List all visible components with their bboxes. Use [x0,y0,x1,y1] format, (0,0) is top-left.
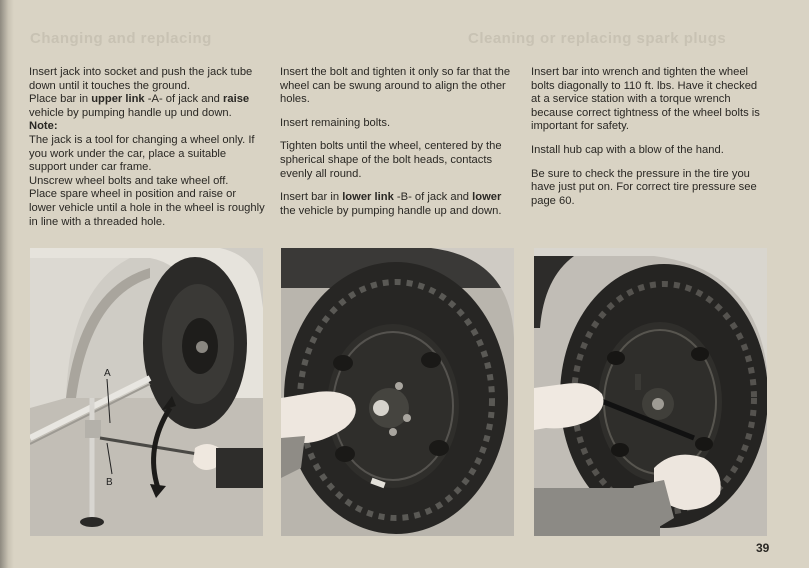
photo-tightening-with-wrench [534,248,767,536]
label-a: A [104,368,111,379]
step-hub-cap: Install hub cap with a blow of the hand. [531,143,724,156]
instruction-column-1 [29,66,265,229]
step-place-spare: Place spare wheel in position and raise or lower vehicle until a hole in the wheel is roughly in line with a threaded hole. [29,188,265,228]
ghost-header-left: Changing and replacing [30,30,212,47]
instruction-column-3 [531,66,767,208]
step-insert-jack: Insert jack into socket and push the jack tube down until it touches the ground. [29,66,253,92]
step-upper-link: Place bar in upper link -A- of jack and raise vehicle by pumping handle up und down. [29,93,250,119]
step-tighten-bolts: Tighten bolts until the wheel, centered by the spherical shape of the bolt heads, contacts evenly all round. [280,140,502,180]
step-remaining-bolts: Insert remaining bolts. [280,116,391,129]
photo-inserting-wheel-bolt [281,248,514,536]
page-number: 39 [756,541,770,555]
instruction-column-2 [280,66,516,218]
ghost-header-right: Cleaning or replacing spark plugs [468,30,727,47]
note-text: The jack is a tool for changing a wheel only. If you work under the car, place a suitable support under car frame. [29,133,255,174]
step-torque-bolts: Insert bar into wrench and tighten the wheel bolts diagonally to 110 ft. lbs. Have it checked at a service station with a torque wrench because correct tightness of the wheel bolts is important for safety. [531,66,760,133]
label-b: B [106,477,113,488]
step-check-pressure: Be sure to check the pressure in the tire you have just put on. For correct tire pressure see page 60. [531,167,757,207]
step-insert-bolt: Insert the bolt and tighten it only so far that the wheel can be swung around to align the other holes. [280,66,511,106]
photo-jack-raising-car [30,248,263,536]
step-lower-link: Insert bar in lower link -B- of jack and lower the vehicle by pumping handle up and down. [280,191,502,217]
step-unscrew-bolts: Unscrew wheel bolts and take wheel off. [29,174,229,187]
binding-gutter [0,0,14,568]
note-title: Note: [29,120,58,133]
